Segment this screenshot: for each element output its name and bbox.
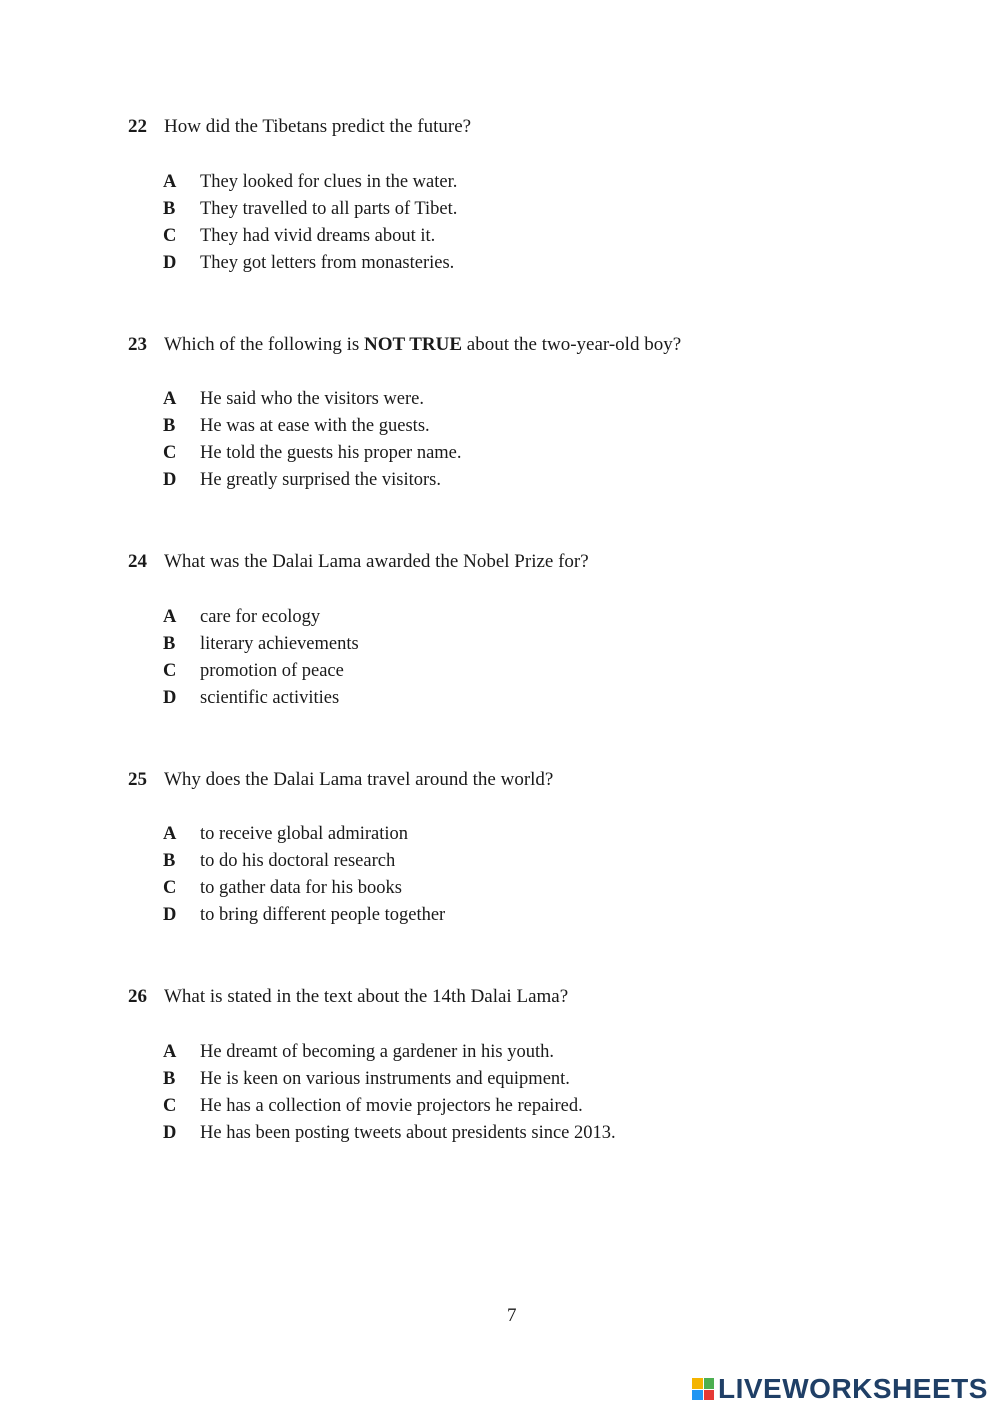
option-letter: D [163,470,177,490]
option-letter: C [163,443,177,463]
option-text: to receive global admiration [200,824,409,844]
option-letter: B [163,1069,176,1089]
option-letter: D [163,688,177,708]
option-d[interactable] [163,250,457,277]
options-26 [163,1039,616,1147]
option-d[interactable] [163,902,445,929]
question-25 [128,769,553,791]
option-text: literary achievements [200,634,359,654]
question-stem: Why does the Dalai Lama travel around the world? [164,769,554,790]
option-text: He has been posting tweets about presidents since 2013. [200,1123,616,1143]
option-d[interactable] [163,1120,616,1147]
logo-square-4 [704,1390,715,1401]
option-b[interactable] [163,631,359,658]
option-text: scientific activities [200,688,340,708]
option-text: care for ecology [200,607,321,627]
option-a[interactable] [163,604,359,631]
option-text: He dreamt of becoming a gardener in his youth. [200,1042,554,1062]
options-25 [163,821,445,929]
logo-square-1 [692,1378,703,1389]
option-letter: C [163,661,177,681]
option-text: He is keen on various instruments and equipment. [200,1069,570,1089]
option-d[interactable] [163,685,359,712]
question-stem: How did the Tibetans predict the future? [164,116,472,137]
logo-square-2 [704,1378,715,1389]
option-letter: C [163,226,177,246]
option-c[interactable] [163,875,445,902]
logo-square-3 [692,1390,703,1401]
option-text: to bring different people together [200,905,446,925]
option-a[interactable] [163,821,445,848]
option-letter: D [163,1123,177,1143]
question-number: 23 [128,334,147,355]
option-a[interactable] [163,169,457,196]
emphasis-not-true: NOT TRUE [364,334,463,355]
page-number: 7 [507,1305,517,1326]
option-text: He greatly surprised the visitors. [200,470,441,490]
option-b[interactable] [163,413,462,440]
option-c[interactable] [163,223,457,250]
liveworksheets-logo-icon [692,1378,714,1400]
question-number: 25 [128,769,147,790]
option-letter: D [163,253,177,273]
option-letter: B [163,851,176,871]
option-letter: A [163,172,177,192]
option-text: They travelled to all parts of Tibet. [200,199,458,219]
liveworksheets-watermark [692,1373,988,1405]
option-letter: A [163,1042,177,1062]
question-24 [128,551,589,573]
option-letter: A [163,607,177,627]
options-22 [163,169,457,277]
option-b[interactable] [163,848,445,875]
option-letter: A [163,824,177,844]
question-26 [128,986,568,1008]
option-text: He was at ease with the guests. [200,416,430,436]
option-d[interactable] [163,467,462,494]
option-text: to do his doctoral research [200,851,396,871]
question-stem: What is stated in the text about the 14th Dalai Lama? [164,986,569,1007]
options-23 [163,386,462,494]
question-number: 26 [128,986,147,1007]
option-letter: B [163,199,176,219]
option-letter: B [163,416,176,436]
option-text: They looked for clues in the water. [200,172,458,192]
options-24 [163,604,359,712]
option-text: promotion of peace [200,661,344,681]
question-number: 22 [128,116,147,137]
question-stem: Which of the following is NOT TRUE about the two-year-old boy? [164,334,682,355]
option-a[interactable] [163,1039,616,1066]
option-c[interactable] [163,440,462,467]
option-letter: C [163,1096,177,1116]
option-text: They got letters from monasteries. [200,253,455,273]
option-c[interactable] [163,1093,616,1120]
option-text: They had vivid dreams about it. [200,226,436,246]
question-stem: What was the Dalai Lama awarded the Nobel Prize for? [164,551,589,572]
option-text: He has a collection of movie projectors he repaired. [200,1096,583,1116]
question-23 [128,334,681,356]
option-b[interactable] [163,1066,616,1093]
option-text: He said who the visitors were. [200,389,425,409]
question-number: 24 [128,551,147,572]
option-letter: B [163,634,176,654]
option-letter: A [163,389,177,409]
option-text: to gather data for his books [200,878,402,898]
option-letter: C [163,878,177,898]
option-a[interactable] [163,386,462,413]
option-c[interactable] [163,658,359,685]
option-letter: D [163,905,177,925]
watermark-text: LIVEWORKSHEETS [718,1373,988,1404]
question-22 [128,116,471,138]
option-text: He told the guests his proper name. [200,443,462,463]
option-b[interactable] [163,196,457,223]
